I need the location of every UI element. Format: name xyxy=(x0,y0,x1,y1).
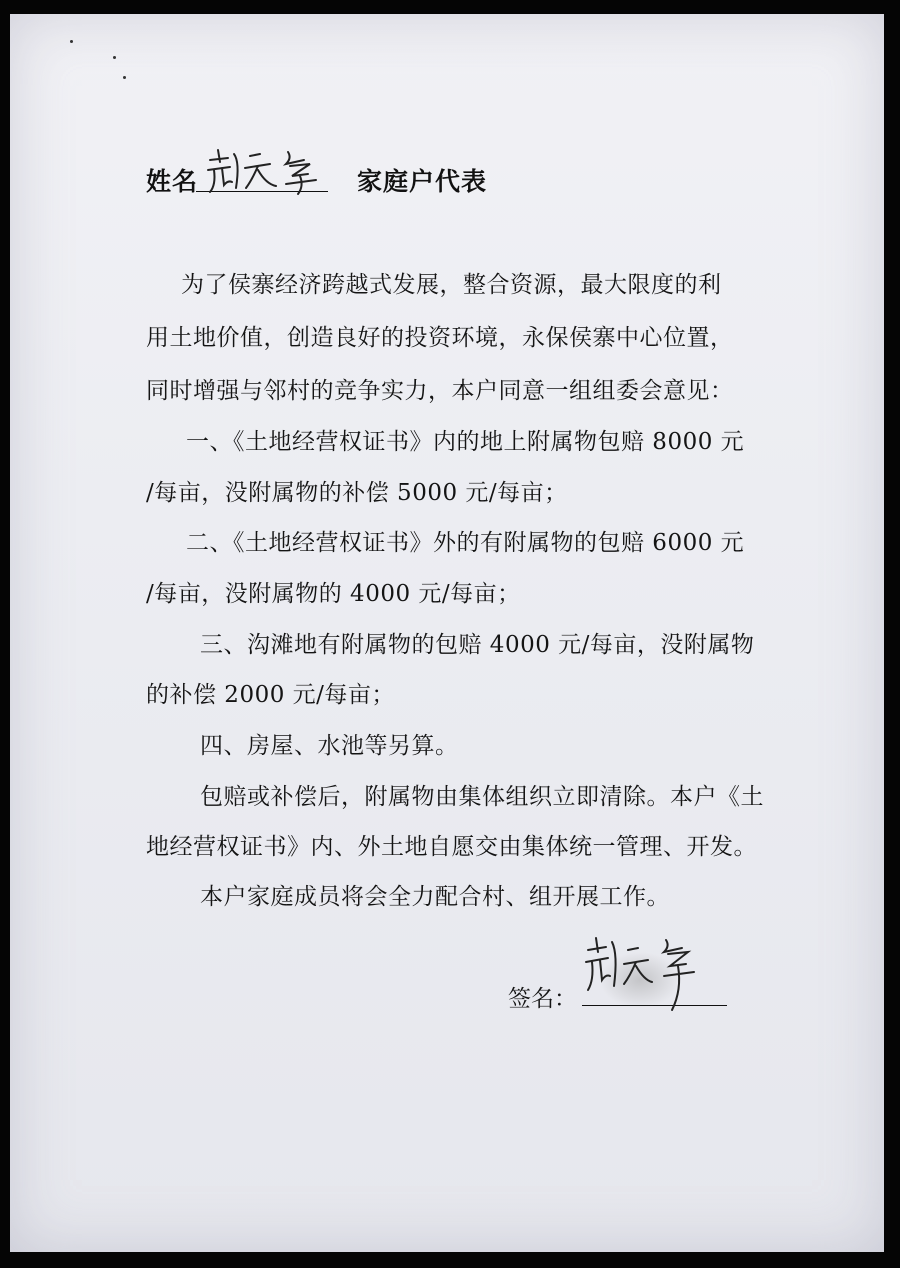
speck xyxy=(70,40,73,43)
handwritten-signature xyxy=(580,930,710,1020)
handwritten-name-signature xyxy=(200,140,330,200)
clause-3: 三、沟滩地有附属物的包赔 4000 元/每亩，没附属物 xyxy=(200,632,755,658)
body-line: 包赔或补偿后，附属物由集体组织立即清除。本户《土 xyxy=(200,784,764,810)
speck xyxy=(113,56,116,59)
clause-1: 一、《土地经营权证书》内的地上附属物包赔 8000 元 xyxy=(186,429,745,455)
clause-2: 二、《土地经营权证书》外的有附属物的包赔 6000 元 xyxy=(186,530,745,556)
clause-3-cont: 的补偿 2000 元/每亩； xyxy=(146,682,395,708)
body-line: 为了侯寨经济跨越式发展，整合资源，最大限度的利 xyxy=(181,272,722,298)
signature-label: 签名： xyxy=(508,986,577,1012)
body-line: 同时增强与邻村的竞争实力，本户同意一组组委会意见： xyxy=(146,378,734,404)
name-label: 姓名 xyxy=(146,167,199,196)
household-representative-label: 家庭户代表 xyxy=(357,167,488,196)
clause-2-cont: /每亩，没附属物的 4000 元/每亩； xyxy=(146,581,521,607)
speck xyxy=(123,76,126,79)
body-line: 本户家庭成员将会全力配合村、组开展工作。 xyxy=(200,884,670,910)
clause-1-cont: /每亩，没附属物的补偿 5000 元/每亩； xyxy=(146,480,568,506)
body-line: 地经营权证书》内、外土地自愿交由集体统一管理、开发。 xyxy=(146,834,757,860)
clause-4: 四、房屋、水池等另算。 xyxy=(200,733,459,759)
body-line: 用土地价值，创造良好的投资环境，永保侯寨中心位置， xyxy=(146,325,734,351)
